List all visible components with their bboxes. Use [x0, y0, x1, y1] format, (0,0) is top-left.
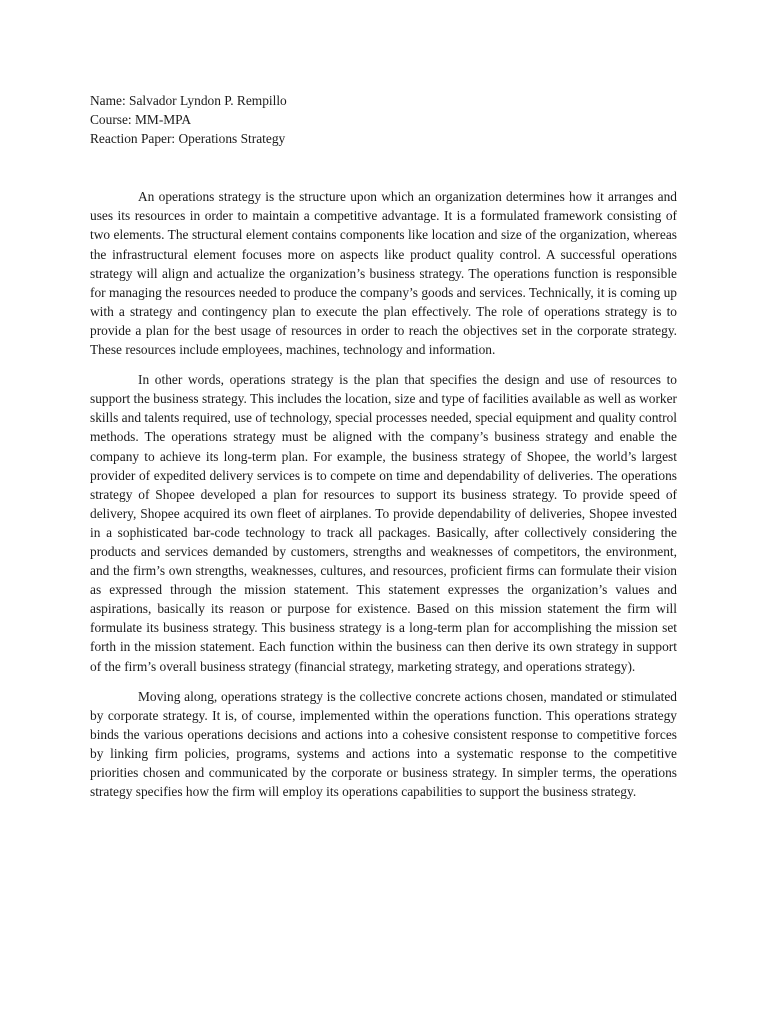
- body-paragraph-2: In other words, operations strategy is the plan that specifies the design and use of resources to support the business strategy. This includes the location, size and type of facilities available as well as worker skills and talents required, use of technology, special processes needed, special equipment and quality control methods. The operations strategy must be aligned with the company’s business strategy and enable the company to achieve its long-term plan. For example, the business strategy of Shopee, the world’s largest provider of expedited delivery services is to compete on time and dependability of deliveries. The operations strategy of Shopee developed a plan for resources to support its business strategy. To provide speed of delivery, Shopee acquired its own fleet of airplanes. To provide dependability of deliveries, Shopee invested in a sophisticated bar-code technology to track all packages. Basically, after collectively considering the products and services demanded by customers, strengths and weaknesses of competitors, the environment, and the firm’s own strengths, weaknesses, cultures, and resources, proficient firms can formulate their vision as expressed through the mission statement. This statement expresses the organization’s values and aspirations, basically its reason or purpose for existence. Based on this mission statement the firm will formulate its business strategy. This business strategy is a long-term plan for accomplishing the mission set forth in the mission statement. Each function within the business can then derive its own strategy in support of the firm’s overall business strategy (financial strategy, marketing strategy, and operations strategy).: [90, 372, 677, 674]
- paper-title: Reaction Paper: Operations Strategy: [90, 131, 286, 147]
- body-paragraph-1: An operations strategy is the structure upon which an organization determines how it arranges and uses its resources in order to maintain a competitive advantage. It is a formulated framework consisting of two elements. The structural element contains components like location and size of the organization, whereas the infrastructural element focuses more on aspects like product quality control. A successful operations strategy will align and actualize the organization’s business strategy. The operations function is responsible for managing the resources needed to produce the company’s goods and services. Technically, it is coming up with a strategy and contingency plan to execute the plan effectively. The role of operations strategy is to provide a plan for the best usage of resources in order to reach the objectives set in the corporate strategy. These resources include employees, machines, technology and information.: [90, 189, 677, 358]
- paper-header: [90, 91, 677, 148]
- document-page: [90, 91, 677, 812]
- author-name: Name: Salvador Lyndon P. Rempillo: [90, 93, 287, 108]
- course-name: Course: MM-MPA: [90, 112, 192, 128]
- paper-body: [90, 187, 677, 801]
- body-paragraph-3: Moving along, operations strategy is the collective concrete actions chosen, mandated or stimulated by corporate strategy. It is, of course, implemented within the operations function. This operations strategy binds the various operations decisions and actions into a cohesive consistent response to competitive forces by linking firm policies, programs, systems and actions into a systematic response to the competitive priorities chosen and communicated by the corporate or business strategy. In simpler terms, the operations strategy specifies how the firm will employ its operations capabilities to support the business strategy.: [90, 688, 677, 800]
